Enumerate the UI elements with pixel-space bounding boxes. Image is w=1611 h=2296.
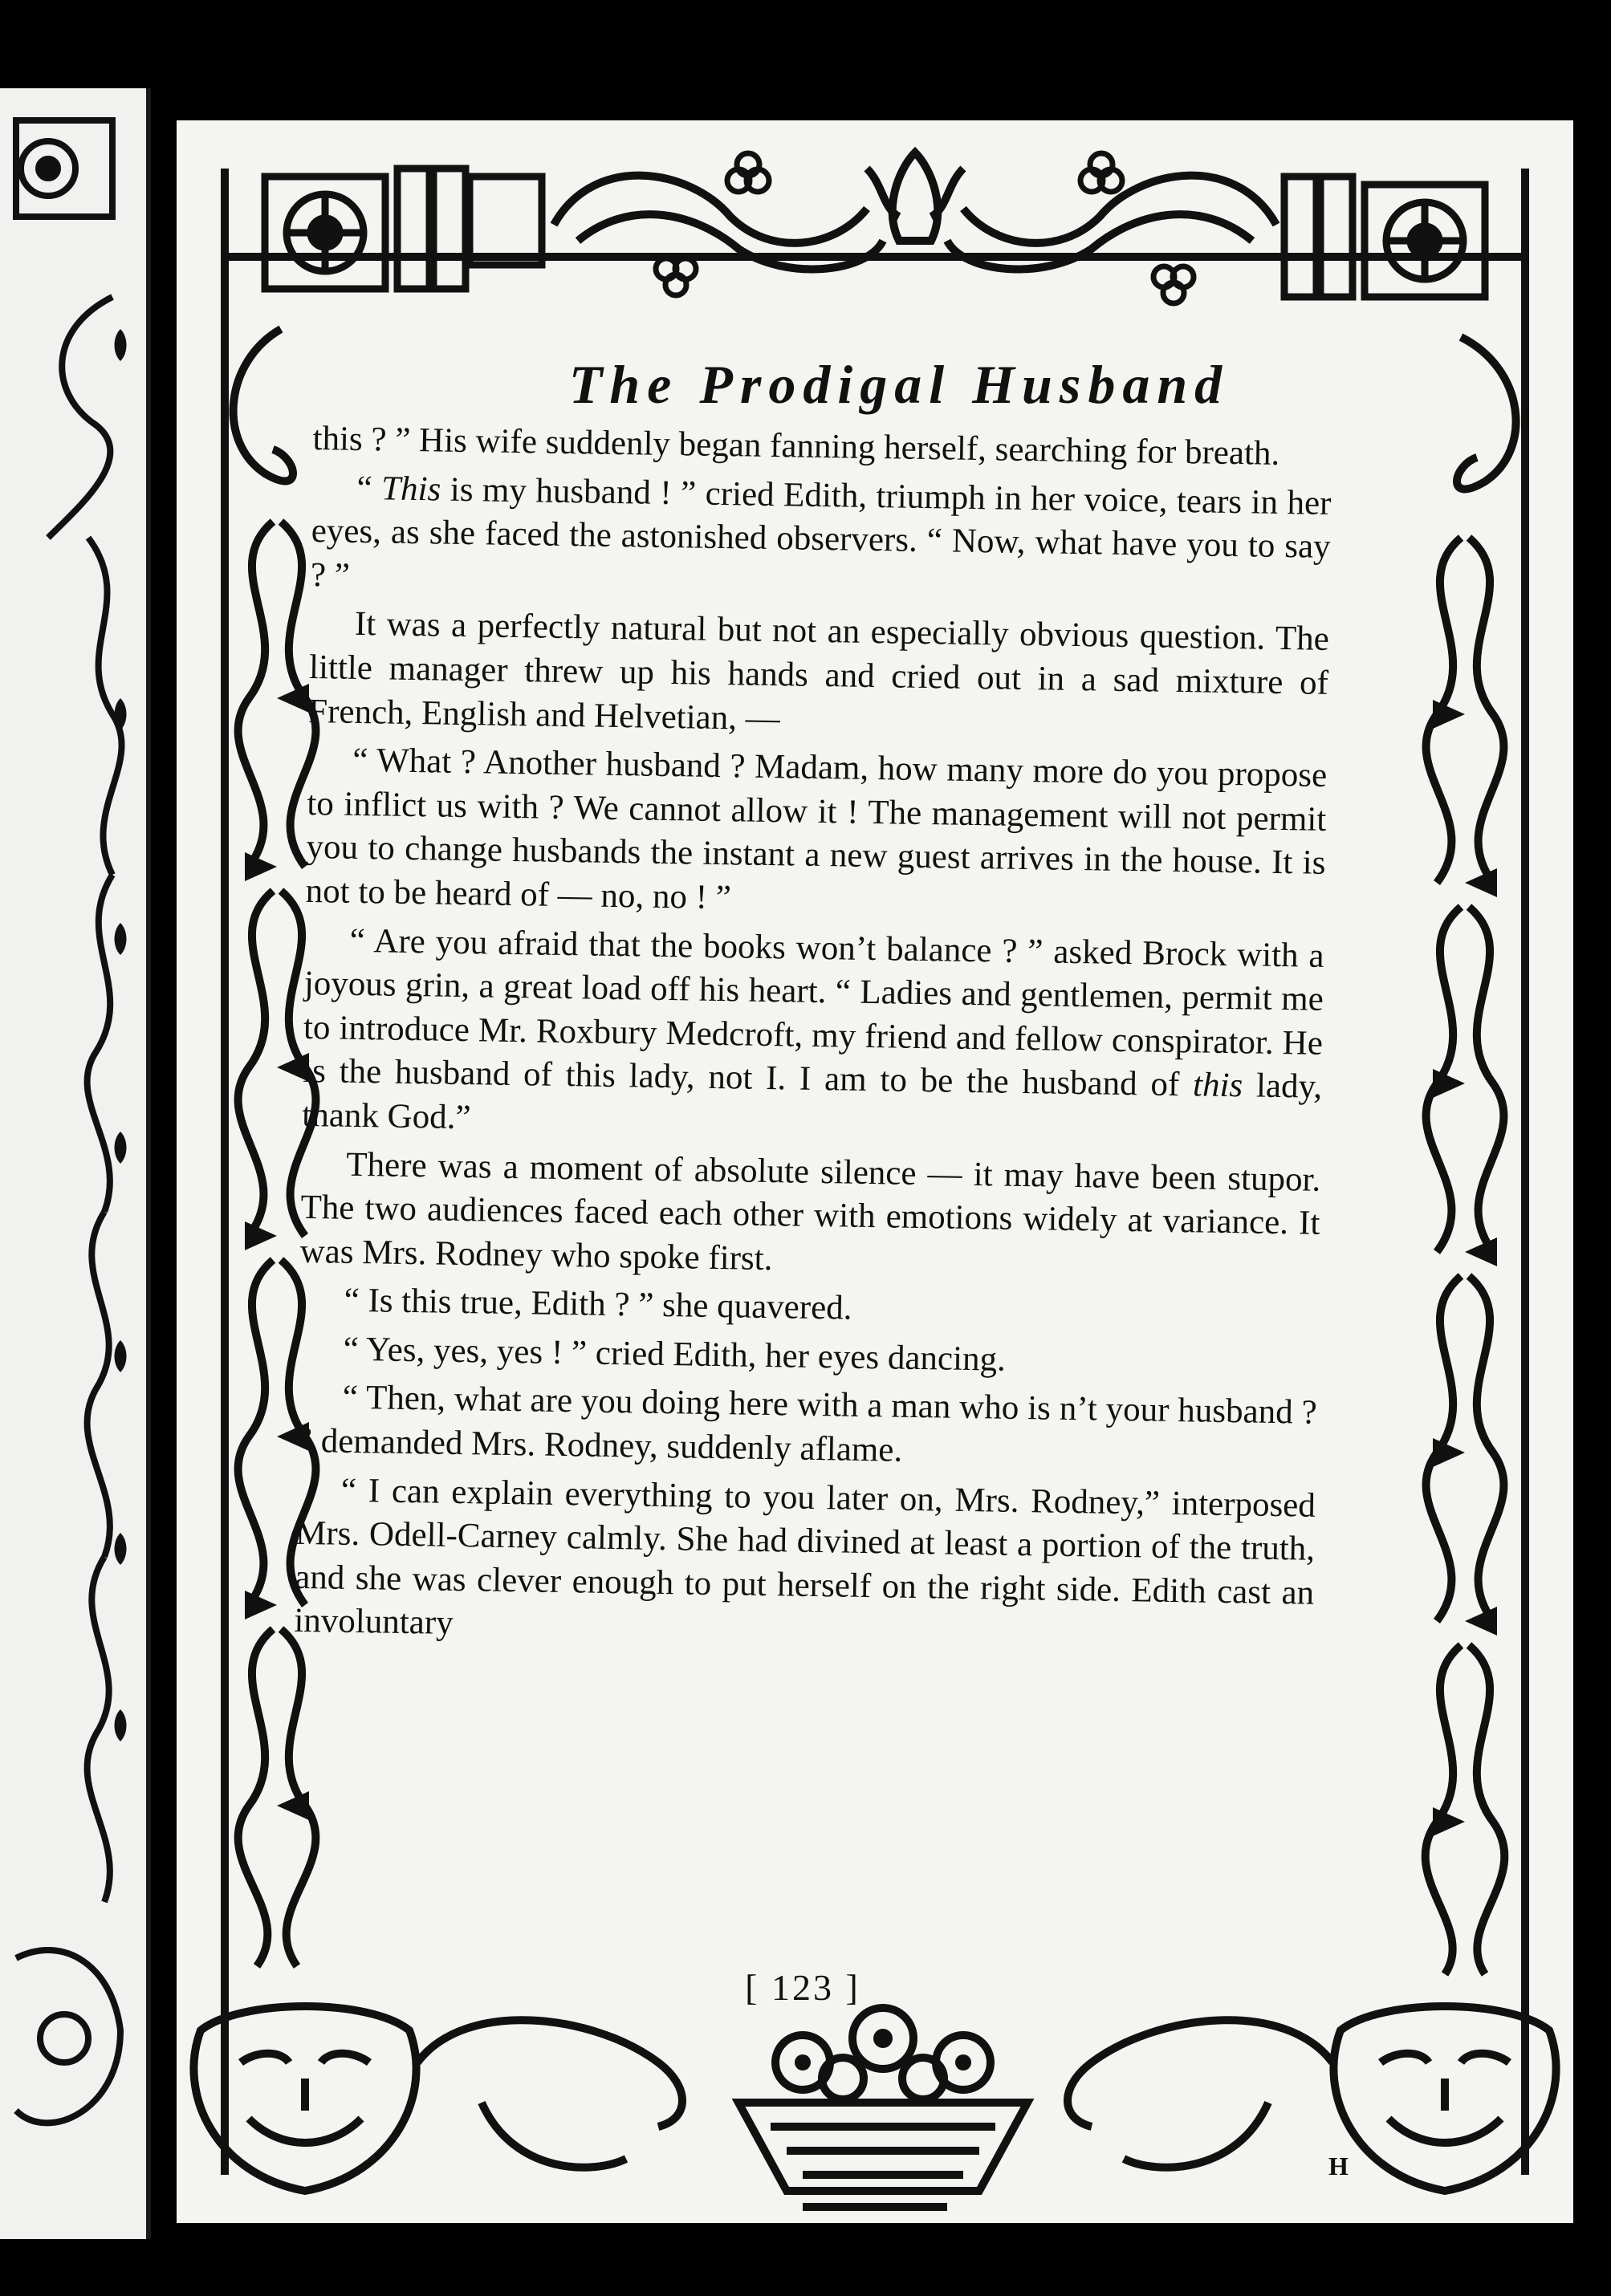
paragraph [305,738,1327,929]
text-run: “ What ? Another husband ? Madam, how many more do you propose to inflict us with ? We cannot allow it ! The management will not permit you to change husbands the instant a new guest arrives in the house. It is not to be heard of — no, no ! ” [305,741,1328,917]
text-run: lady, thank God.” [301,1067,1323,1137]
emphasis: This [380,469,441,509]
previous-page-border-ornament [0,88,146,2239]
text-run: this ? ” His wife suddenly began fanning herself, searching for breath. [312,419,1280,473]
text-run: “ Are you afraid that the books won’t balance ? ” asked Brock with a joyous grin, a great load off his heart. “ Ladies and gentlemen, permit me to introduce Mr. Roxbury Medcroft, my friend and fellow conspirator. He is the husband of this lady, not I. I am to be the husband of [302,921,1324,1104]
engraver-monogram: H [1328,2152,1349,2180]
paragraph [294,1468,1316,1659]
emphasis: this [1192,1066,1243,1105]
text-run: “ I can explain everything to you later on, Mrs. Rodney,” interposed Mrs. Odell-Carney calmly. She had divined at least a portion of the truth, and she was clever enough to put herself on the right side. Edith cast an involuntary [294,1471,1316,1643]
paragraph [299,1142,1320,1290]
paragraph [308,602,1329,750]
paragraph [297,1376,1318,1479]
running-title: The Prodigal Husband [568,354,1230,415]
text-run: “ Then, what are you doing here with a man who is n’t your husband ? ” demanded Mrs. Rodney, suddenly aflame. [296,1379,1318,1469]
text-run: “ Yes, yes, yes ! ” cried Edith, her eyes dancing. [343,1330,1007,1379]
page-number: [ 123 ] [745,1967,860,2008]
previous-page-edge [0,88,151,2239]
top-left-rosette [265,169,542,289]
right-vine-column [1426,337,1516,1974]
top-scrollwork [554,152,1276,269]
text-run: “ [356,469,382,507]
paragraph [302,918,1324,1153]
body-text [294,417,1332,1660]
text-run: There was a moment of absolute silence — it may have been stupor. The two audiences faced each other with emotions widely at variance. It was Mrs. Rodney who spoke first. [299,1145,1321,1278]
paragraph [310,466,1331,614]
text-run: “ Is this true, Edith ? ” she quavered. [344,1282,852,1327]
basket-flower-centers [795,2029,971,2070]
book-page [177,120,1573,2223]
top-berries [656,153,1194,303]
text-run: It was a perfectly natural but not an especially obvious question. The little manager threw up his hands and cried out in a sad mixture of French, English and Helvetian, — [307,605,1330,738]
top-right-rosette [1284,177,1485,297]
book-gutter [151,0,175,2296]
text-run: is my husband ! ” cried Edith, triumph in her voice, tears in her eyes, as she faced the astonished observers. “ Now, what have you to say ? ” [310,470,1332,595]
